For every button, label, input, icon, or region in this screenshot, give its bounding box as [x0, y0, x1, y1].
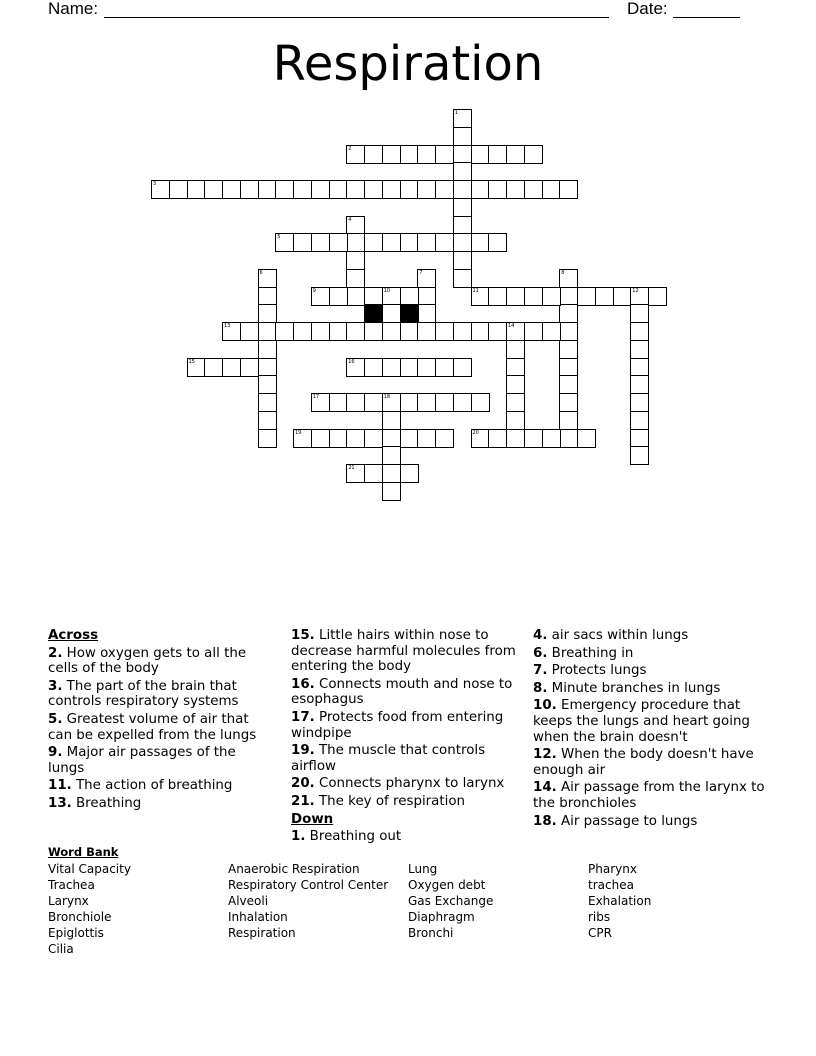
name-label: Name: [48, 0, 99, 18]
crossword-cell[interactable] [524, 145, 543, 164]
crossword-cell[interactable] [417, 322, 436, 341]
crossword-cell[interactable] [453, 358, 472, 377]
clue-item [533, 747, 768, 778]
word-bank-item: Larynx [48, 894, 89, 908]
crossword-cell[interactable] [630, 340, 649, 359]
clue-column-2 [291, 628, 516, 847]
crossword-cell[interactable] [417, 269, 436, 288]
clue-number-label: 5. [48, 711, 63, 727]
clue-number-label: 7. [533, 663, 548, 679]
clue-number-label: 17. [291, 709, 315, 725]
crossword-cell[interactable] [400, 464, 419, 483]
clue-item [291, 710, 516, 741]
crossword-cell[interactable] [382, 145, 401, 164]
clue-item [291, 776, 516, 792]
crossword-cell[interactable] [382, 464, 401, 483]
crossword-cell[interactable] [630, 375, 649, 394]
word-bank-item: CPR [588, 926, 612, 940]
crossword-cell[interactable] [542, 429, 561, 448]
word-bank-item: ribs [588, 910, 611, 924]
crossword-cell[interactable] [400, 233, 419, 252]
crossword-cell[interactable] [648, 287, 667, 306]
crossword-cell[interactable] [417, 393, 436, 412]
clue-item [533, 628, 768, 644]
word-bank-title: Word Bank [48, 845, 119, 859]
clue-item [48, 796, 273, 812]
word-bank-item: Cilia [48, 942, 74, 956]
crossword-cell[interactable] [417, 358, 436, 377]
clue-number-label: 21. [291, 793, 315, 809]
crossword-cell[interactable] [258, 375, 277, 394]
crossword-cell[interactable] [382, 446, 401, 465]
clue-text: When the body doesn't have enough air [533, 747, 754, 778]
clue-item [291, 743, 516, 774]
crossword-cell[interactable] [258, 287, 277, 306]
crossword-cell[interactable] [222, 322, 241, 341]
word-bank-item: Respiration [228, 926, 296, 940]
crossword-cell[interactable] [417, 287, 436, 306]
word-bank-item: Bronchi [408, 926, 454, 940]
clue-number: 1 [454, 110, 458, 116]
clue-number: 17 [312, 394, 320, 400]
crossword-cell[interactable] [275, 322, 294, 341]
word-bank-item: Trachea [48, 878, 95, 892]
crossword-cell[interactable] [311, 180, 330, 199]
clue-number-label: 1. [291, 829, 306, 845]
clue-text: The key of respiration [319, 793, 466, 809]
crossword-cell[interactable] [346, 180, 365, 199]
clue-text: Connects mouth and nose to esophagus [291, 676, 513, 708]
black-cell [364, 304, 383, 323]
crossword-cell[interactable] [453, 127, 472, 146]
word-bank-item: Respiratory Control Center [228, 878, 389, 892]
crossword-cell[interactable] [453, 251, 472, 270]
crossword-cell[interactable] [453, 393, 472, 412]
crossword-cell[interactable] [488, 287, 507, 306]
crossword-cell[interactable] [559, 358, 578, 377]
clue-text: The part of the brain that controls respiratory systems [48, 678, 239, 710]
crossword-cell[interactable] [329, 233, 348, 252]
crossword-cell[interactable] [400, 145, 419, 164]
crossword-cell[interactable] [329, 322, 348, 341]
crossword-cell[interactable] [382, 482, 401, 501]
crossword-cell[interactable] [435, 358, 454, 377]
clue-number-label: 8. [533, 680, 548, 696]
crossword-cell[interactable] [346, 322, 365, 341]
crossword-cell[interactable] [258, 180, 277, 199]
clue-number-label: 10. [533, 698, 557, 714]
crossword-cell[interactable] [240, 322, 259, 341]
crossword-cell[interactable] [506, 358, 525, 377]
crossword-cell[interactable] [559, 269, 578, 288]
word-bank-item: Bronchiole [48, 910, 112, 924]
black-cell [400, 304, 419, 323]
crossword-cell[interactable] [258, 358, 277, 377]
crossword-cell[interactable] [382, 429, 401, 448]
crossword-cell[interactable] [293, 322, 312, 341]
clue-number-label: 6. [533, 645, 548, 661]
crossword-cell[interactable] [382, 233, 401, 252]
clue-item [48, 712, 273, 743]
crossword-cell[interactable] [346, 358, 365, 377]
crossword-cell[interactable] [187, 180, 206, 199]
crossword-cell[interactable] [542, 180, 561, 199]
crossword-cell[interactable] [382, 358, 401, 377]
crossword-cell[interactable] [240, 180, 259, 199]
clue-number: 21 [348, 465, 355, 471]
crossword-cell[interactable] [630, 322, 649, 341]
crossword-cell[interactable] [577, 287, 596, 306]
clue-text: Breathing in [551, 645, 634, 661]
crossword-cell[interactable] [364, 393, 383, 412]
clue-text: air sacs within lungs [551, 628, 689, 643]
clue-number-label: 12. [533, 747, 557, 763]
crossword-cell[interactable] [364, 358, 383, 377]
crossword-cell[interactable] [577, 429, 596, 448]
crossword-cell[interactable] [311, 393, 330, 412]
clue-number-label: 9. [48, 745, 63, 761]
word-bank-item: trachea [588, 878, 634, 892]
page-title: Respiration [272, 36, 544, 92]
crossword-cell[interactable] [506, 322, 525, 341]
clue-text: Breathing [76, 795, 142, 811]
clue-number: 12 [632, 287, 639, 294]
crossword-cell[interactable] [222, 180, 241, 199]
crossword-cell[interactable] [400, 322, 419, 341]
crossword-cell[interactable] [346, 233, 365, 252]
crossword-cell[interactable] [364, 180, 383, 199]
crossword-cell[interactable] [506, 180, 525, 199]
clue-number: 15 [188, 358, 195, 365]
crossword-cell[interactable] [613, 287, 632, 306]
clue-number: 16 [348, 358, 355, 365]
crossword-cell[interactable] [630, 411, 649, 430]
crossword-cell[interactable] [417, 429, 436, 448]
crossword-cell[interactable] [471, 180, 490, 199]
crossword-cell[interactable] [187, 358, 206, 377]
crossword-cell[interactable] [471, 287, 490, 306]
clue-number-label: 14. [533, 780, 557, 796]
crossword-cell[interactable] [311, 322, 330, 341]
crossword-cell[interactable] [471, 145, 490, 164]
crossword-cell[interactable] [382, 180, 401, 199]
crossword-cell[interactable] [506, 429, 525, 448]
word-bank-item: Diaphragm [408, 910, 475, 924]
clue-number: 14 [508, 323, 515, 329]
clue-number-label: 2. [48, 645, 63, 661]
clue-number-label: 3. [48, 678, 63, 694]
crossword-cell[interactable] [506, 340, 525, 359]
crossword-cell[interactable] [630, 304, 649, 323]
clue-column-1 [48, 628, 273, 814]
crossword-cell[interactable] [329, 393, 348, 412]
crossword-cell[interactable] [346, 145, 365, 164]
clue-item [533, 663, 768, 679]
clue-item [291, 829, 516, 845]
clue-item [291, 677, 516, 708]
clue-number: 9 [312, 287, 316, 294]
crossword-cell[interactable] [258, 429, 277, 448]
crossword-cell[interactable] [275, 233, 294, 252]
crossword-cell[interactable] [311, 233, 330, 252]
crossword-cell[interactable] [435, 322, 454, 341]
word-bank-item: Epiglottis [48, 926, 104, 940]
crossword-cell[interactable] [382, 287, 401, 306]
clue-number-label: 18. [533, 813, 557, 829]
crossword-cell[interactable] [258, 269, 277, 288]
crossword-cell[interactable] [222, 358, 241, 377]
word-bank-item: Anaerobic Respiration [228, 862, 360, 876]
clue-number: 13 [224, 323, 231, 329]
crossword-cell[interactable] [524, 180, 543, 199]
down-heading: Down [291, 811, 334, 827]
crossword-cell[interactable] [453, 145, 472, 164]
crossword-cell[interactable] [364, 145, 383, 164]
crossword-cell[interactable] [400, 287, 419, 306]
word-bank-column-2 [228, 861, 388, 941]
word-bank-item: Oxygen debt [408, 878, 486, 892]
crossword-cell[interactable] [435, 180, 454, 199]
crossword-cell[interactable] [151, 180, 170, 199]
clue-number-label: 11. [48, 778, 72, 794]
clue-number: 19 [295, 429, 302, 436]
clue-number: 11 [472, 287, 479, 294]
clue-number: 3 [153, 181, 157, 187]
crossword-cell[interactable] [275, 180, 294, 199]
clue-number-label: 13. [48, 795, 72, 811]
clue-item [291, 794, 516, 810]
crossword-cell[interactable] [417, 304, 436, 323]
clue-text: How oxygen gets to all the cells of the body [48, 645, 247, 677]
crossword-cell[interactable] [506, 145, 525, 164]
crossword-cell[interactable] [524, 287, 543, 306]
crossword-cell[interactable] [471, 429, 490, 448]
crossword-cell[interactable] [258, 304, 277, 323]
word-bank-column-4 [588, 861, 651, 941]
crossword-cell[interactable] [488, 233, 507, 252]
crossword-cell[interactable] [364, 464, 383, 483]
clue-text: Connects pharynx to larynx [319, 776, 505, 792]
crossword-cell[interactable] [417, 145, 436, 164]
crossword-cell[interactable] [364, 233, 383, 252]
crossword-cell[interactable] [453, 109, 472, 128]
crossword-cell[interactable] [453, 269, 472, 288]
crossword-cell[interactable] [204, 180, 223, 199]
crossword-cell[interactable] [524, 429, 543, 448]
clue-number: 5 [277, 234, 281, 241]
crossword-cell[interactable] [400, 393, 419, 412]
crossword-cell[interactable] [293, 233, 312, 252]
crossword-cell[interactable] [630, 287, 649, 306]
crossword-cell[interactable] [258, 322, 277, 341]
crossword-cell[interactable] [417, 233, 436, 252]
clue-number-label: 16. [291, 676, 315, 692]
crossword-cell[interactable] [595, 287, 614, 306]
crossword-cell[interactable] [435, 233, 454, 252]
crossword-cell[interactable] [311, 287, 330, 306]
date-label: Date: [627, 0, 668, 18]
crossword-cell[interactable] [488, 180, 507, 199]
crossword-cell[interactable] [453, 198, 472, 217]
clue-text: The muscle that controls airflow [291, 743, 486, 774]
crossword-cell[interactable] [435, 393, 454, 412]
clue-number-label: 19. [291, 743, 315, 759]
crossword-cell[interactable] [559, 304, 578, 323]
crossword-cell[interactable] [630, 393, 649, 412]
crossword-cell[interactable] [346, 429, 365, 448]
clue-text: Emergency procedure that keeps the lungs and heart going when the brain doesn't [533, 698, 750, 745]
crossword-cell[interactable] [559, 340, 578, 359]
word-bank-item: Pharynx [588, 862, 637, 876]
crossword-cell[interactable] [204, 358, 223, 377]
clue-item [533, 780, 768, 811]
clue-number: 18 [383, 394, 391, 400]
word-bank-column-1 [48, 861, 131, 957]
word-bank-item: Exhalation [588, 894, 652, 908]
clue-number: 8 [561, 269, 565, 276]
crossword-cell[interactable] [329, 287, 348, 306]
crossword-cell[interactable] [364, 429, 383, 448]
crossword-cell[interactable] [293, 429, 312, 448]
clue-number: 7 [419, 269, 423, 276]
clue-item [533, 681, 768, 697]
crossword-cell[interactable] [435, 429, 454, 448]
crossword-cell[interactable] [364, 287, 383, 306]
clue-number: 10 [383, 287, 391, 294]
crossword-cell[interactable] [400, 180, 419, 199]
across-heading: Across [48, 628, 99, 643]
clue-text: Protects food from entering windpipe [291, 709, 504, 741]
crossword-cell[interactable] [471, 233, 490, 252]
clue-text: Air passage from the larynx to the bronchioles [533, 780, 765, 811]
crossword-cell[interactable] [488, 145, 507, 164]
crossword-cell[interactable] [346, 216, 365, 235]
crossword-cell[interactable] [542, 287, 561, 306]
crossword-cell[interactable] [542, 322, 561, 341]
crossword-cell[interactable] [453, 216, 472, 235]
crossword-cell[interactable] [630, 446, 649, 465]
crossword-cell[interactable] [471, 393, 490, 412]
crossword-cell[interactable] [329, 180, 348, 199]
word-bank-column-3 [408, 861, 493, 941]
crossword-cell[interactable] [559, 180, 578, 199]
crossword-cell[interactable] [400, 429, 419, 448]
crossword-cell[interactable] [346, 269, 365, 288]
clue-number: 20 [472, 429, 479, 436]
crossword-cell[interactable] [311, 429, 330, 448]
crossword-cell[interactable] [382, 304, 401, 323]
crossword-cell[interactable] [453, 162, 472, 181]
crossword-cell[interactable] [630, 429, 649, 448]
crossword-cell[interactable] [506, 375, 525, 394]
clue-item [48, 745, 273, 776]
crossword-cell[interactable] [488, 429, 507, 448]
crossword-cell[interactable] [240, 358, 259, 377]
crossword-cell[interactable] [258, 340, 277, 359]
crossword-cell[interactable] [364, 322, 383, 341]
crossword-cell[interactable] [559, 287, 578, 306]
crossword-cell[interactable] [488, 322, 507, 341]
clue-text: Little hairs within nose to decrease harmful molecules from entering the body [291, 628, 516, 675]
word-bank-item: Alveoli [228, 894, 269, 908]
word-bank-item: Lung [408, 862, 438, 876]
crossword-cell[interactable] [258, 411, 277, 430]
crossword-cell[interactable] [559, 375, 578, 394]
crossword-cell[interactable] [559, 411, 578, 430]
crossword-cell[interactable] [169, 180, 188, 199]
crossword-cell[interactable] [435, 145, 454, 164]
crossword-cell[interactable] [506, 287, 525, 306]
crossword-cell[interactable] [453, 180, 472, 199]
clue-item [533, 646, 768, 662]
clue-number-label: 15. [291, 628, 315, 643]
crossword-cell[interactable] [258, 393, 277, 412]
clue-number: 6 [259, 269, 263, 276]
crossword-cell[interactable] [559, 393, 578, 412]
clue-item [291, 628, 516, 675]
clue-number-label: 4. [533, 628, 548, 643]
crossword-cell[interactable] [453, 322, 472, 341]
clue-text: Breathing out [309, 829, 402, 845]
clue-text: Minute branches in lungs [551, 680, 721, 696]
clue-text: Major air passages of the lungs [48, 745, 236, 776]
crossword-cell[interactable] [382, 322, 401, 341]
clue-text: Greatest volume of air that can be expelled from the lungs [48, 711, 257, 743]
word-bank-item: Vital Capacity [48, 862, 131, 876]
crossword-cell[interactable] [382, 411, 401, 430]
crossword-cell[interactable] [400, 358, 419, 377]
word-bank-item: Inhalation [228, 910, 288, 924]
crossword-cell[interactable] [346, 251, 365, 270]
clue-column-3 [533, 628, 768, 831]
crossword-cell[interactable] [471, 322, 490, 341]
crossword-cell[interactable] [346, 287, 365, 306]
clue-text: Air passage to lungs [561, 813, 698, 829]
clue-number: 2 [348, 145, 352, 152]
clue-item [533, 698, 768, 745]
crossword-cell[interactable] [559, 322, 578, 341]
clue-item [533, 814, 768, 830]
crossword-cell[interactable] [506, 411, 525, 430]
crossword-cell[interactable] [506, 393, 525, 412]
crossword-cell[interactable] [293, 180, 312, 199]
crossword-cell[interactable] [524, 322, 543, 341]
crossword-cell[interactable] [346, 393, 365, 412]
crossword-cell[interactable] [346, 464, 365, 483]
clue-item [48, 646, 273, 677]
clue-number: 4 [348, 216, 352, 223]
clue-text: The action of breathing [76, 778, 233, 794]
clue-item [48, 778, 273, 794]
crossword-cell[interactable] [453, 233, 472, 252]
clue-text: Protects lungs [551, 663, 647, 679]
crossword-cell[interactable] [329, 429, 348, 448]
crossword-cell[interactable] [559, 429, 578, 448]
clue-number-label: 20. [291, 776, 315, 792]
crossword-cell[interactable] [630, 358, 649, 377]
crossword-cell[interactable] [417, 180, 436, 199]
clue-item [48, 679, 273, 710]
word-bank-item: Gas Exchange [408, 894, 494, 908]
crossword-cell[interactable] [382, 393, 401, 412]
